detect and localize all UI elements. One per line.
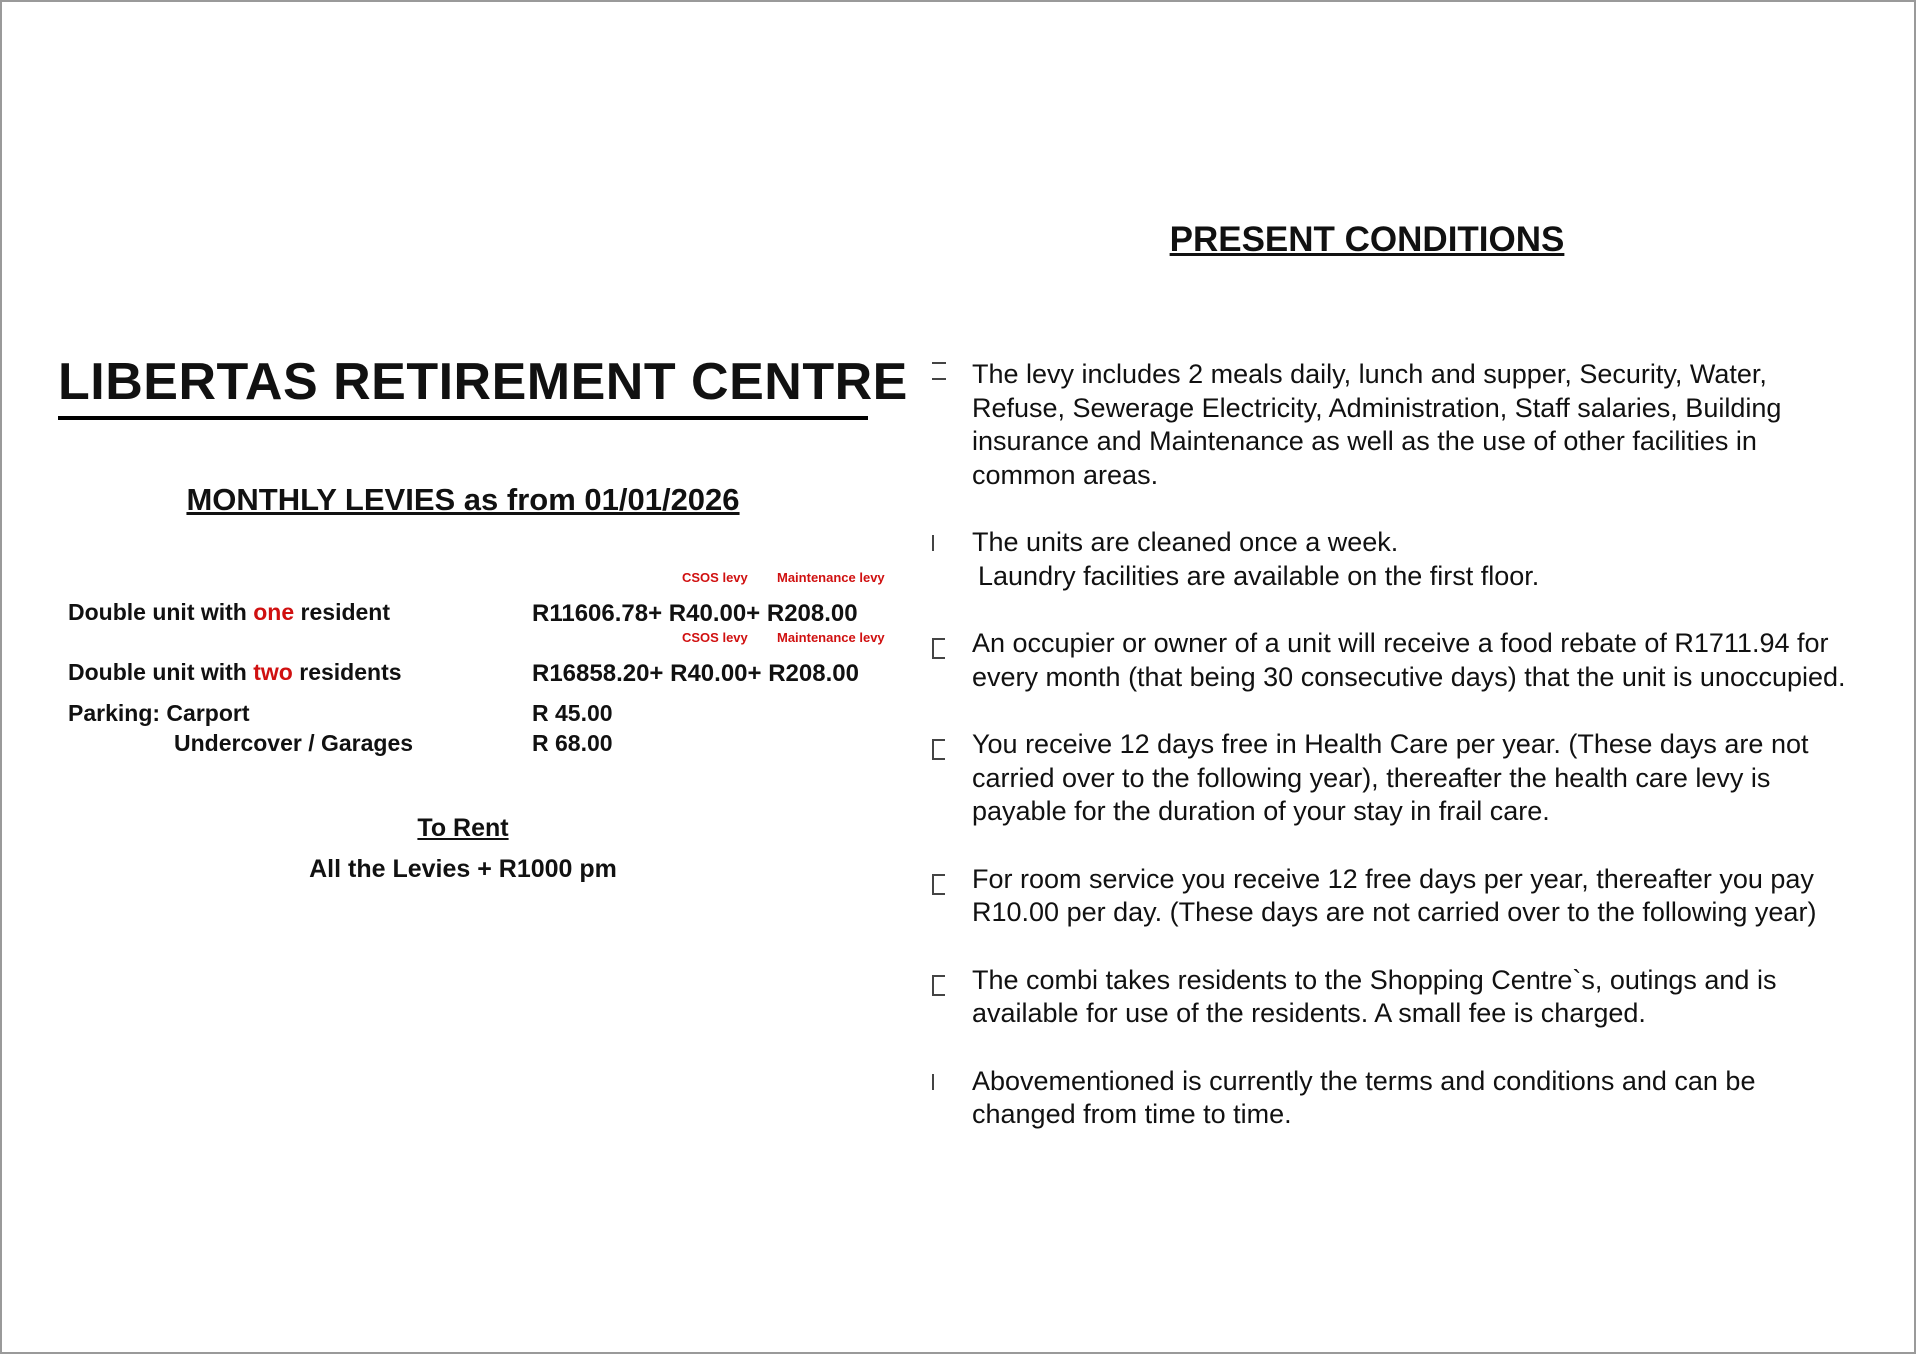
levy-row-one-resident bbox=[68, 570, 918, 630]
bullet-icon bbox=[932, 638, 945, 659]
csos-levy-tag: CSOS levy bbox=[682, 630, 748, 645]
levy-row-amount: R11606.78+ R40.00+ R208.00 bbox=[532, 600, 858, 627]
conditions-list bbox=[932, 358, 1852, 1166]
garages-label: Undercover / Garages bbox=[174, 730, 414, 756]
rent-text: All the Levies + R1000 pm bbox=[309, 855, 617, 883]
list-item bbox=[932, 627, 1852, 694]
condition-text: The units are cleaned once a week. Laundry facilities are available on the first floor. bbox=[972, 527, 1540, 591]
centre-title: LIBERTAS RETIREMENT CENTRE bbox=[58, 353, 908, 411]
levy-row-amount: R16858.20+ R40.00+ R208.00 bbox=[532, 660, 859, 687]
bullet-icon bbox=[932, 874, 945, 895]
title-underline bbox=[58, 416, 868, 420]
bullet-icon bbox=[932, 739, 945, 760]
to-rent-heading: To Rent bbox=[417, 814, 509, 842]
list-item bbox=[932, 964, 1852, 1031]
maintenance-levy-tag: Maintenance levy bbox=[777, 570, 885, 585]
bullet-icon bbox=[932, 362, 946, 380]
condition-text: The combi takes residents to the Shopping Centre`s, outings and is available for use of the residents. A small fee is charged. bbox=[972, 964, 1777, 1028]
condition-text: You receive 12 days free in Health Care per year. (These days are not carried over to the following year), thereafter the health care levy is payable for the duration of your stay in frail care. bbox=[972, 729, 1809, 826]
csos-levy-tag: CSOS levy bbox=[682, 570, 748, 585]
resident-count-highlight: one bbox=[253, 599, 295, 625]
parking-garages-line bbox=[68, 730, 918, 760]
levy-row-label: Double unit with one resident bbox=[68, 599, 391, 625]
carport-value: R 45.00 bbox=[532, 700, 613, 726]
resident-count-highlight: two bbox=[253, 659, 293, 685]
list-item bbox=[932, 526, 1852, 593]
list-item bbox=[932, 1065, 1852, 1132]
list-item bbox=[932, 728, 1852, 829]
condition-text: An occupier or owner of a unit will receive a food rebate of R1711.94 for every month (that being 30 consecutive days) that the unit is unoccupied. bbox=[972, 628, 1846, 692]
parking-carport-line bbox=[68, 700, 918, 730]
maintenance-levy-tag: Maintenance levy bbox=[777, 630, 885, 645]
list-item bbox=[932, 863, 1852, 930]
bullet-icon bbox=[932, 975, 945, 996]
carport-label: Parking: Carport bbox=[68, 700, 250, 726]
bullet-icon bbox=[932, 535, 934, 551]
condition-text: The levy includes 2 meals daily, lunch and supper, Security, Water, Refuse, Sewerage Electricity, Administration, Staff salaries, Building insurance and Maintenance as well as the use of other facilities in common areas. bbox=[972, 359, 1782, 490]
condition-text: Abovementioned is currently the terms and conditions and can be changed from time to time. bbox=[972, 1065, 1756, 1129]
parking-section bbox=[68, 700, 918, 760]
garages-value: R 68.00 bbox=[532, 730, 613, 756]
present-conditions-heading: PRESENT CONDITIONS bbox=[1169, 220, 1565, 259]
condition-text: For room service you receive 12 free days per year, thereafter you pay R10.00 per day. (These days are not carried over to the following year) bbox=[972, 863, 1817, 927]
list-item bbox=[932, 358, 1852, 492]
monthly-levies-heading: MONTHLY LEVIES as from 01/01/2026 bbox=[186, 482, 740, 517]
levy-row-label: Double unit with two residents bbox=[68, 659, 402, 685]
levy-row-two-residents bbox=[68, 630, 918, 690]
bullet-icon bbox=[932, 1074, 934, 1090]
